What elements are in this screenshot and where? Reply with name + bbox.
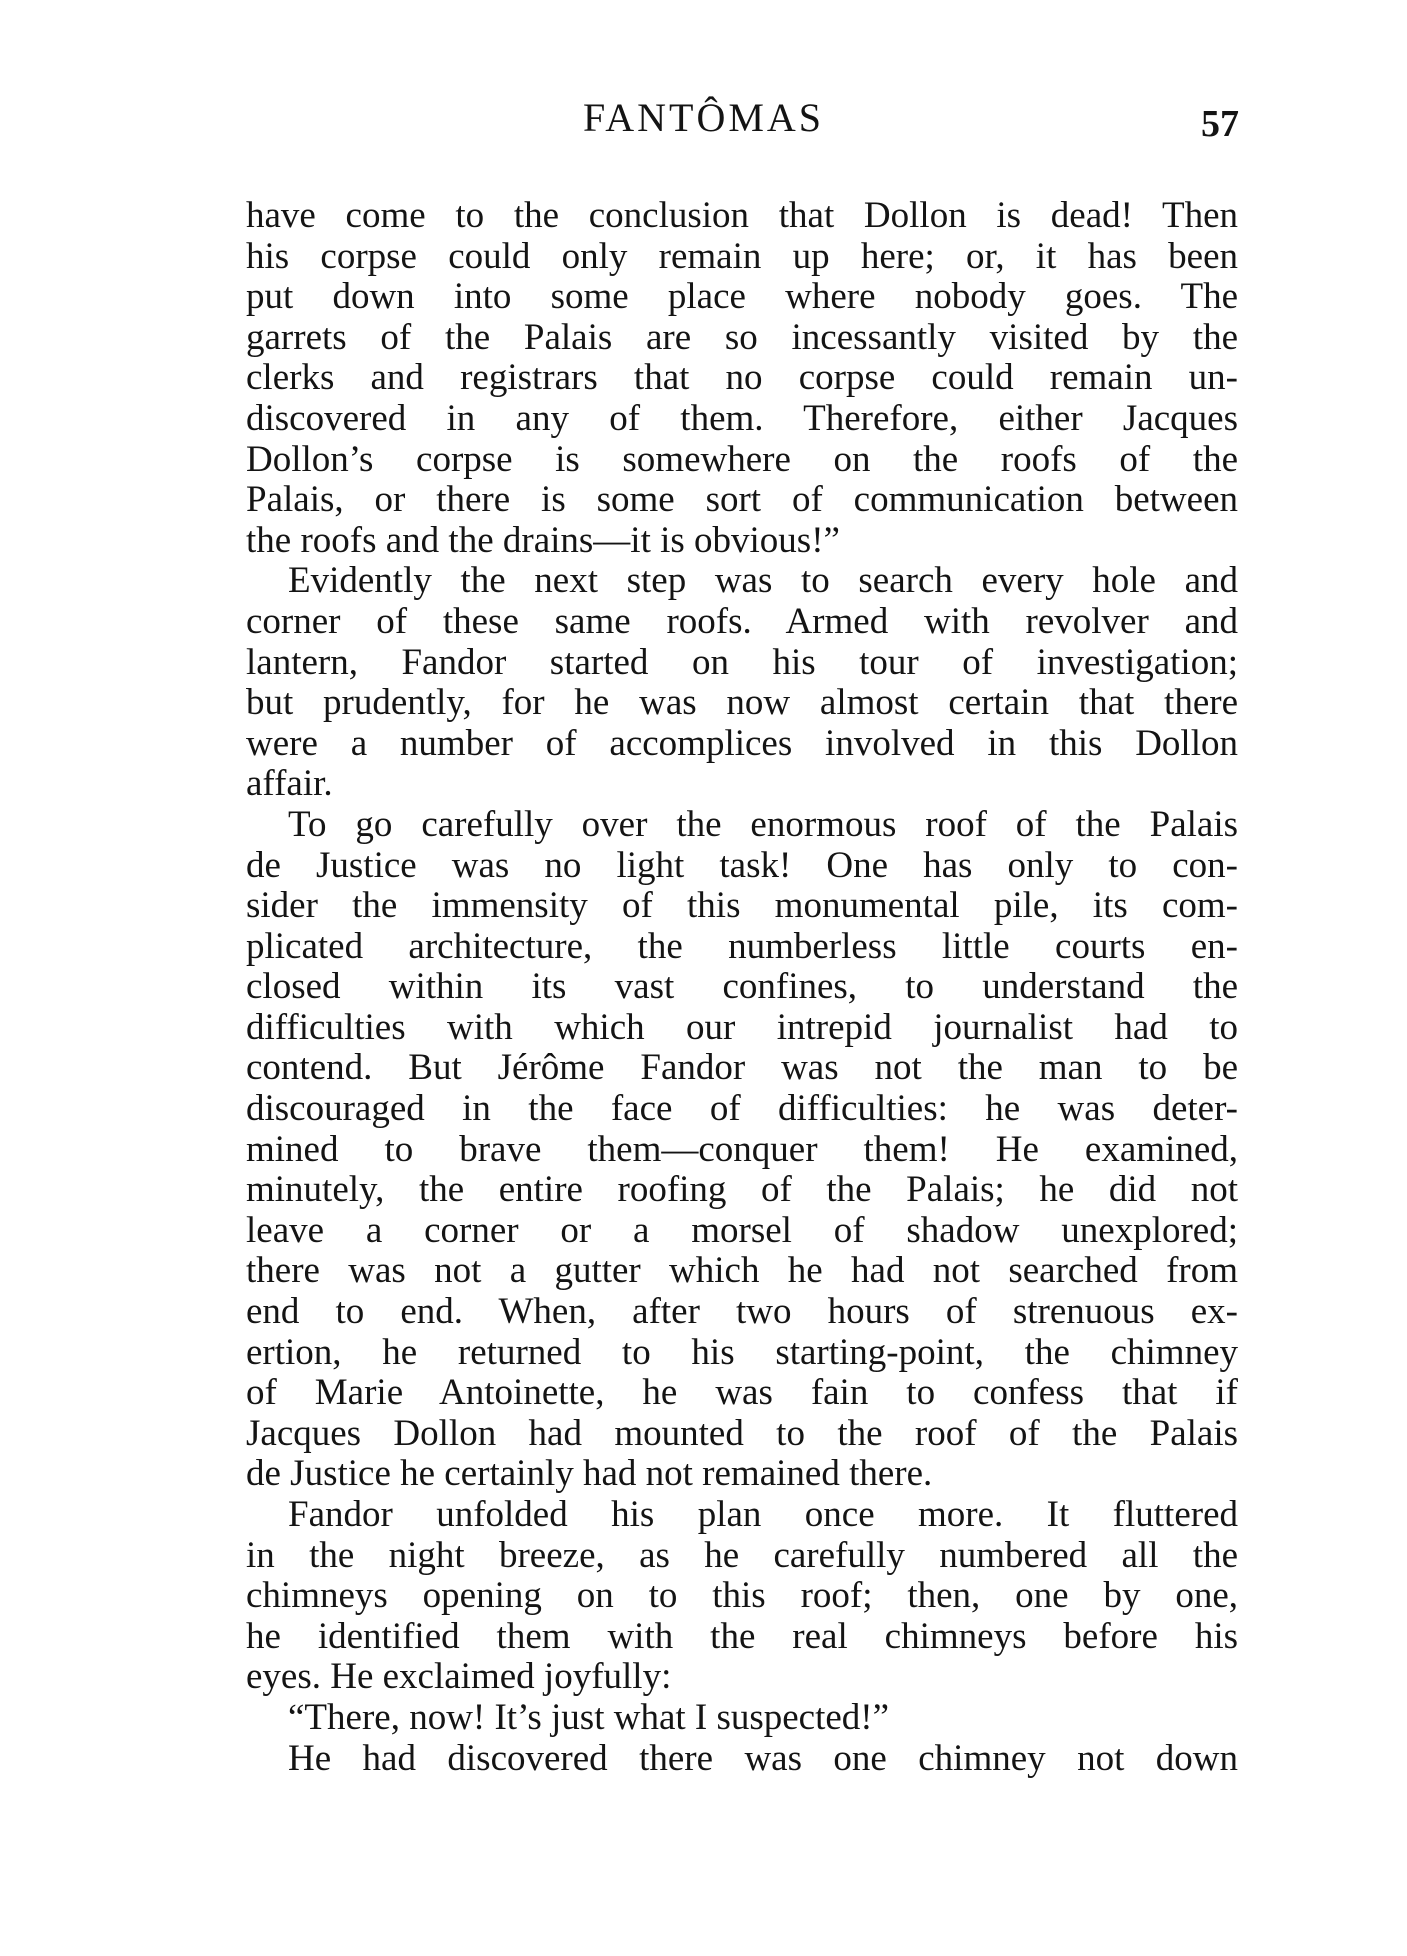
text-line: end to end. When, after two hours of strenuous ex- <box>246 1292 1238 1333</box>
body-text <box>246 196 1238 1779</box>
text-line: mined to brave them—conquer them! He examined, <box>246 1129 1238 1170</box>
text-line: “There, now! It’s just what I suspected!” <box>288 1697 890 1738</box>
text-line: closed within its vast confines, to understand the <box>246 967 1238 1008</box>
text-line: there was not a gutter which he had not searched from <box>246 1251 1238 1292</box>
text-line: the roofs and the drains—it is obvious!” <box>246 520 840 561</box>
text-line: chimneys opening on to this roof; then, one by one, <box>246 1576 1238 1617</box>
text-line: he identified them with the real chimneys before his <box>246 1616 1238 1657</box>
page-number: 57 <box>1201 103 1239 145</box>
text-line: sider the immensity of this monumental pile, its com- <box>246 886 1238 927</box>
text-line: minutely, the entire roofing of the Palais; he did not <box>246 1170 1238 1211</box>
text-line: de Justice was no light task! One has only to con- <box>246 845 1238 886</box>
text-line: but prudently, for he was now almost certain that there <box>246 683 1238 724</box>
text-line: discouraged in the face of difficulties: he was deter- <box>246 1089 1238 1130</box>
running-title-text: FANTÔMAS <box>582 95 825 140</box>
text-line: de Justice he certainly had not remained there. <box>246 1454 933 1495</box>
text-line: put down into some place where nobody goes. The <box>246 277 1238 318</box>
text-line: ertion, he returned to his starting-point, the chimney <box>246 1332 1238 1373</box>
text-line: discovered in any of them. Therefore, either Jacques <box>246 398 1238 439</box>
text-line: difficulties with which our intrepid journalist had to <box>246 1007 1238 1048</box>
text-line: clerks and registrars that no corpse could remain un- <box>246 358 1238 399</box>
text-line: affair. <box>246 764 333 805</box>
text-line: Evidently the next step was to search every hole and <box>288 561 1238 602</box>
text-line: contend. But Jérôme Fandor was not the man to be <box>246 1048 1238 1089</box>
running-title <box>0 94 1407 141</box>
text-line: He had discovered there was one chimney not down <box>288 1738 1238 1779</box>
text-line: corner of these same roofs. Armed with revolver and <box>246 601 1238 642</box>
text-line: lantern, Fandor started on his tour of investigation; <box>246 642 1238 683</box>
text-line: Dollon’s corpse is somewhere on the roofs of the <box>246 439 1238 480</box>
text-line: Jacques Dollon had mounted to the roof of the Palais <box>246 1413 1238 1454</box>
text-line: in the night breeze, as he carefully numbered all the <box>246 1535 1238 1576</box>
text-line: garrets of the Palais are so incessantly visited by the <box>246 317 1238 358</box>
text-line: leave a corner or a morsel of shadow unexplored; <box>246 1210 1238 1251</box>
running-head <box>0 88 1407 148</box>
text-line: have come to the conclusion that Dollon is dead! Then <box>246 196 1238 236</box>
text-line: To go carefully over the enormous roof of the Palais <box>288 804 1238 845</box>
text-line: were a number of accomplices involved in this Dollon <box>246 723 1238 764</box>
text-line: eyes. He exclaimed joyfully: <box>246 1657 672 1698</box>
text-line: his corpse could only remain up here; or, it has been <box>246 236 1238 277</box>
text-line: of Marie Antoinette, he was fain to confess that if <box>246 1373 1238 1414</box>
text-line: plicated architecture, the numberless little courts en- <box>246 926 1238 967</box>
text-line: Palais, or there is some sort of communication between <box>246 480 1238 521</box>
text-line: Fandor unfolded his plan once more. It fluttered <box>288 1495 1238 1535</box>
